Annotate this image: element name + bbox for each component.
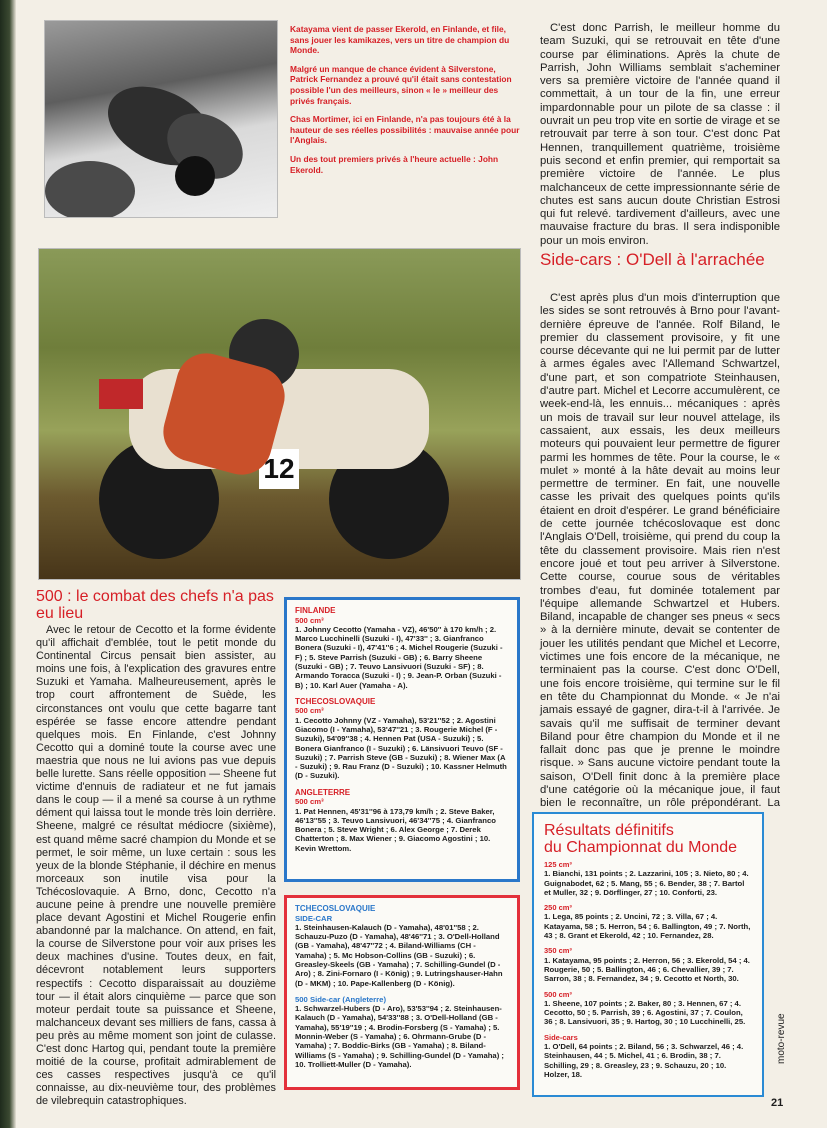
paragraph: Avec le retour de Cecotto et la forme évidente qu'il affichait d'emblée, tout le petit monde du Continental Circus pensait bien assister, au moins une fois, à l'explication des gravures entre Suzuki et Yamaha. Malheureusement, après le trop court affrontement de Suède, les circonstances ont voulu que cette bagarre tant espérée se fasse encore attendre pendant quelques mois. En Finlande, c'est Johnny Cecotto qui a dominé toute la course avec une maestria que nous ne lui avions pas vue depuis belle lurette. Sans réelle opposition — Sheene fut victime d'ennuis de radiateur et ne fut jamais dans le coup — il a mené sa course à un rythme dément qui laissa tout le monde très loin derrière. Sheene, malgré ce résultat médiocre (sixième), est quand même sacré champion du Monde et se permet, le soir même, un luxe certain : sous les yeux de la blonde Stéphanie, il déchire en menus morceaux son inutile visa pour la Tchécoslovaquie. A Brno, donc, Cecotto n'a aucune peine à prendre une nouvelle première place devant Agostini et Michel Rougerie enfin abandonné par la malchance. On attend, en fait, la course de Silverstone pour voir aux prises les deux machines d'usine. Toutes deux, en fait, décevront notablement leurs supporters respectifs : Cecotto disparaissait au douzième tour — il était alors cinquième — parce que son moteur perdait toute sa puissance et Sheene, malchanceux devant ses milliers de fans, cassa à peu près au même moment son joint de culasse. C'est donc Hartog qui, pendant toute la première moitié de la course, profitait admirablement de ces casses respectives jusqu'à ce qu'il connaisse, au dix-neuvième tour, des problèmes de vilebrequin catastrophiques.: [36, 624, 276, 1108]
result-sub: 500 cm³: [295, 706, 324, 716]
category-results: 1. Lega, 85 points ; 2. Uncini, 72 ; 3. Villa, 67 ; 4. Katayama, 58 ; 5. Herron, 54 ; 6. Ballington, 49 ; 7. North, 43 ; 8. Grant et Ekerold, 42 ; 10. Fernandez, 28.: [544, 912, 751, 941]
caption-2: Malgré un manque de chance évident à Silverstone, Patrick Fernandez a prouvé qu'il était sans contestation possible l'un des meilleurs, sinon « le » meilleur des privés français.: [290, 63, 512, 106]
paragraph: C'est donc Parrish, le meilleur homme du team Suzuki, qui se retrouvait en tête d'une course par éliminations. Après la chute de Parrish, John Williams semblait s'acheminer vers sa première victoire de l'année quand il commettait, à un tour de la fin, une erreur impardonnable pour un pilote de sa classe : il ouvrait un peu trop vite en sortie de virage et se retrouvait par terre à son tour. C'est donc Pat Hennen, tranquillement quatrième, troisième puis second et enfin premier, qui remportait sa première victoire de l'année. Le plus malchanceux de cette impressionnante série de chutes est sans aucun doute Christian Estrosi qui fut relevé. tardivement d'ailleurs, avec une mauvaise fracture du bras. Il sera indisponible pour un mois environ.: [540, 22, 780, 247]
result-text: 1. Cecotto Johnny (VZ - Yamaha), 53'21''52 ; 2. Agostini Giacomo (I - Yamaha), 53'47''21 ; 3. Rougerie Michel (F - Suzuki), 54'09''38 ; 4. Hennen Pat (USA - Suzuki) ; 5. Bonera Gianfranco (I - Suzuki) ; 6. Länsivuori Teuvo (SF - Suzuki) ; 7. Parrish Steve (GB - Suzuki) ; 8. Wiener Max (A - Suzuki) ; 9. Rau Franz (D - Suzuki) ; 10. Kassner Helmuth (D - Suzuki).: [295, 715, 507, 781]
result-title: TCHECOSLOVAQUIE: [295, 904, 376, 913]
result-title: FINLANDE: [295, 606, 336, 615]
result-block: [295, 788, 509, 853]
result-text: 1. Schwarzel-Hubers (D - Aro), 53'53''94 ; 2. Steinhausen-Kalauch (D - Yamaha), 54'33''88 ; 3. O'Dell-Holland (GB - Yamaha), 55'19''19 ; 4. Brodin-Forsberg (S - Yamaha) ; 5. Monnin-Weber (S - Yamaha) ; 6. Ohrmann-Grube (D - Yamaha) ; 7. Boddic-Birks (GB - Yamaha) ; 8. Biland-Williams (S - Yamaha) ; 9. Schilling-Gundel (D - Yamaha) ; 10. Trolliett-Muller (D - Yamaha).: [295, 1004, 504, 1069]
category-results: 1. Katayama, 95 points ; 2. Herron, 56 ; 3. Ekerold, 54 ; 4. Rougerie, 50 ; 5. Ballington, 46 ; 6. Chevallier, 39 ; 7. Sarron, 38 ; 8. Fernandez, 34 ; 9. Cecotto et North, 30.: [544, 955, 750, 984]
results-box-500: [284, 597, 520, 882]
category-label: 500 cm³: [544, 989, 572, 999]
photo-racers-cornering: [44, 20, 278, 218]
caption-1: Katayama vient de passer Ekerold, en Finlande, et file, sans jouer les kamikazes, vers un titre de champion du Monde.: [290, 24, 510, 56]
results-title-line-2: du Championnat du Monde: [544, 839, 738, 856]
results-title-line-1: Résultats définitifs: [544, 822, 674, 839]
championship-results-box: [532, 812, 764, 1097]
photo-rider-number-12: 12: [38, 248, 521, 580]
sidecar-heading: Side-cars : O'Dell à l'arrachée: [540, 250, 765, 269]
sidecar-article: [540, 292, 780, 824]
category-results: 1. O'Dell, 64 points ; 2. Biland, 56 ; 3. Schwarzel, 46 ; 4. Steinhausen, 44 ; 5. Michel, 41 ; 6. Brodin, 38 ; 7. Schilling, 29 ; 8. Greasley, 23 ; 9. Schauzu, 20 ; 10. Holzer, 18.: [544, 1042, 744, 1079]
caption-3: Chas Mortimer, ici en Finlande, n'a pas toujours été à la hauteur de ses réelles possibilités : mauvaise année pour l'Anglais.: [290, 114, 520, 146]
article-500: [36, 624, 276, 1108]
photo-captions: [290, 24, 525, 183]
heading-500: 500 : le combat des chefs n'a pas eu lieu: [36, 588, 274, 622]
result-sub: 500 Side-car (Angleterre): [295, 994, 387, 1004]
page-spine: [0, 0, 16, 1128]
result-text: 1. Pat Hennen, 45'31''96 à 173,79 km/h ; 2. Steve Baker, 46'13''55 ; 3. Teuvo Lansivuori, 46'34''75 ; 4. Gianfranco Bonera ; 5. Steve Wright ; 6. Alex George ; 7. Derek Chatterton ; 8. Max Wiener ; 9. Giacomo Agostini ; 10. Kevin Wrettom.: [295, 806, 496, 853]
category-results: 1. Bianchi, 131 points ; 2. Lazzarini, 105 ; 3. Nieto, 80 ; 4. Guignabodet, 62 ; 5. Mang, 55 ; 6. Bender, 38 ; 7. Bartol et Muller, 32 ; 9. Dörflinger, 27 ; 10. Conforti, 23.: [544, 869, 749, 897]
result-title: TCHECOSLOVAQUIE: [295, 696, 376, 706]
result-sub: 500 cm³: [295, 797, 324, 807]
page-number: 21: [771, 1097, 784, 1109]
article-right-top: [540, 22, 780, 248]
results-title: [544, 822, 752, 856]
category-results: 1. Sheene, 107 points ; 2. Baker, 80 ; 3. Hennen, 67 ; 4. Cecotto, 50 ; 5. Parrish, 39 ; 6. Agostini, 37 ; 7. Coulon, 36 ; 8. Lansivuori, 35 ; 9. Hartog, 30 ; 10 Lucchinelli, 25.: [544, 998, 746, 1027]
result-sub: 500 cm³: [295, 615, 324, 625]
result-sub: SIDE-CAR: [295, 913, 333, 923]
magazine-name: moto-revue: [776, 1013, 787, 1064]
paragraph: C'est après plus d'un mois d'interruption que les sides se sont retrouvés à Brno pour l'avant-dernière épreuve de l'année. Rolf Biland, le premier du classement provisoire, y fit une course décevante qui ne lui permit par de lutter à armes égales avec l'Allemand Schwartzel, d'une part, et son compatriote Steinhausen, d'autre part. Michel et Lecorre accumulèrent, ce week-end-là, les ennuis... mécaniques : après un mois de travail sur leur nouvel attelage, ils cassaient, aux essais, les deux meilleurs moteurs qui pouvaient leur permettre de figurer parmi les hommes de tête. Pour la course, le « mulet » monté à la hâte devait au moins leur permettre de terminer. En fait, une nouvelle casse les privait des quelques points qu'ils étaient en droit d'espérer. Le grand bénéficiaire de cette journée tchécoslovaque est donc l'Anglais O'Dell, troisième, qui prend du coup la tête du classement provisoire. Mais rien n'est encore joué et tout peu arriver à Silverstone. Cette course, courue sous de véritables trombes d'eau, fut dominée totalement par l'équipe allemande Schwartzel et Hubers. Biland, incapable de changer ses pneus « secs » à la dernière minute, devait se contenter de jouer les utilités pendant que Michel et Lecorre, victimes une fois encore de la mécanique, ne terminaient pas la course. C'est donc O'Dell, une fois encore troisième, qui termine sur le fil en tête du Championnat du Monde. « Je n'ai jamais essayé de gagner, dira-t-il à l'arrivée. Je savais qu'il me suffisait de terminer devant Biland pour être champion du Monde et il ne fallait donc pas que je prenne le moindre risque. » Sans aucune victoire pendant toute la saison, O'Dell finit donc à la première place d'une catégorie où la mécanique joue, il faut bien le reconnaître, un rôle prépondérant. La: [540, 292, 780, 810]
category-label: 125 cm³: [544, 860, 572, 869]
result-title: ANGLETERRE: [295, 787, 351, 797]
results-box-sidecar: [284, 895, 520, 1090]
result-text: 1. Steinhausen-Kalauch (D - Yamaha), 48'01''58 ; 2. Schauzu-Puzo (D - Yamaha), 48'46''71 ; 3. O'Dell-Holland (GB - Yamaha), 48'47''72 ; 4. Biland-Williams (CH - Yamaha) ; 5. Mc Hobson-Collins (GB - Suzuki) ; 6. Greasley-Skeels (GB - Yamaha) ; 7. Schilling-Gundel (D - Aro) ; 8. Zini-Fornaro (I - König) ; 9. Lutringshauser-Hahn (D - MKM) ; 10. Pape-Kallenberg (D - König).: [295, 922, 503, 988]
caption-4: Un des tout premiers privés à l'heure actuelle : John Ekerold.: [290, 153, 499, 175]
result-text: 1. Johnny Cecotto (Yamaha - VZ), 46'50'' à 170 km/h ; 2. Marco Lucchinelli (Suzuki - I), 47'33'' ; 3. Gianfranco Bonera (Suzuki - I), 47'41''6 ; 4. Michel Rougerie (Suzuki - F) ; 5. Steve Parrish (Suzuki - GB) ; 6. Barry Sheene (Suzuki - GB) ; 7. Teuvo Lansivuori (Suzuki - SF) ; 8. Armando Toracca (Suzuki - I) ; 9. Jean-P. Orban (Suzuki - B) ; 10. Karl Auer (Yamaha - A).: [295, 624, 503, 690]
result-block: [295, 606, 509, 690]
category-label: 250 cm³: [544, 903, 572, 913]
result-block: [295, 904, 509, 988]
result-block: [295, 995, 509, 1069]
result-block: [295, 697, 509, 781]
category-label: 350 cm³: [544, 946, 572, 956]
category-label: Side-cars: [544, 1032, 578, 1042]
